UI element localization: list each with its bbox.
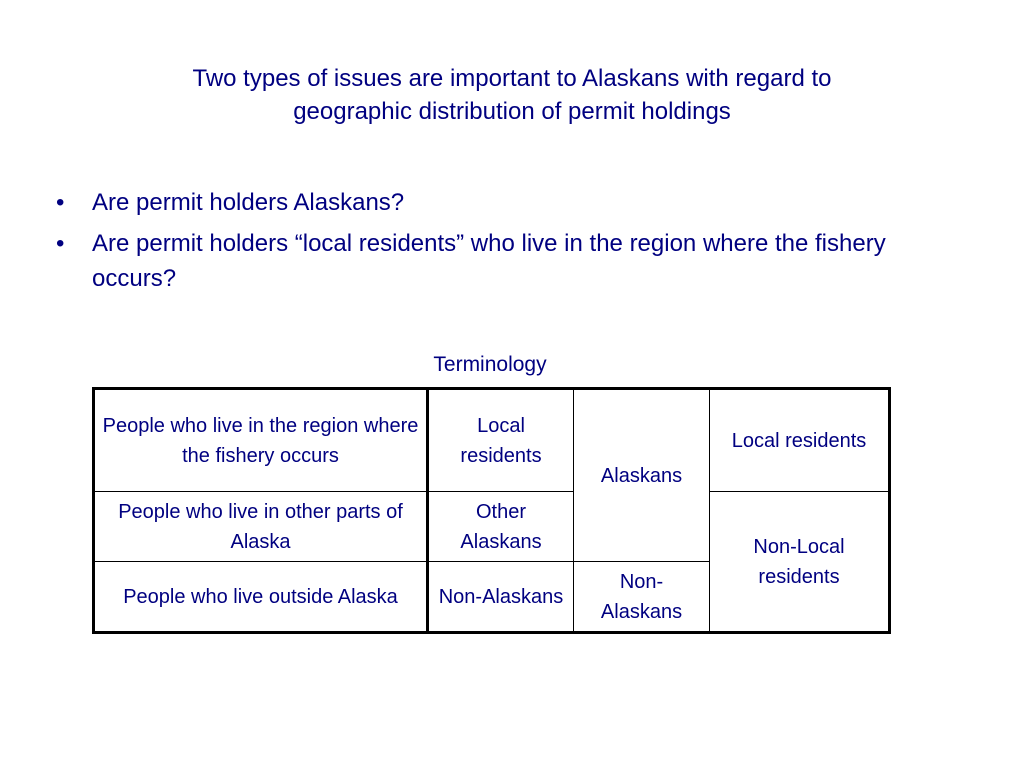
- bullet-text: Are permit holders “local residents” who live in the region where the fishery occurs?: [92, 230, 886, 292]
- row-description-cell: People who live outside Alaska: [94, 562, 428, 633]
- table-row: [94, 492, 890, 562]
- non-alaskans-cell: Non-Alaskans: [428, 562, 574, 633]
- local-residents-cell: Local residents: [428, 389, 574, 492]
- bullet-text: Are permit holders Alaskans?: [92, 189, 405, 216]
- row-description-cell: People who live in the region where the fishery occurs: [94, 389, 428, 492]
- terminology-table: [92, 387, 891, 634]
- bullet-item-alaskans: [56, 185, 956, 220]
- slide-title-line-2: geographic distribution of permit holdings: [293, 98, 731, 125]
- row-description-cell: People who live in other parts of Alaska: [94, 492, 428, 562]
- local-residents-cell: Local residents: [710, 389, 890, 492]
- other-alaskans-cell: Other Alaskans: [428, 492, 574, 562]
- slide-title: [60, 62, 964, 128]
- bullet-list: [56, 185, 956, 302]
- slide-title-line-1: Two types of issues are important to Alaskans with regard to: [192, 65, 832, 92]
- non-alaskans-cell: Non-Alaskans: [574, 562, 710, 633]
- alaskans-cell: Alaskans: [574, 389, 710, 562]
- table-caption: Terminology: [433, 353, 547, 376]
- non-local-residents-cell: Non-Local residents: [710, 492, 890, 633]
- bullet-marker: •: [56, 189, 65, 216]
- bullet-marker: •: [56, 230, 65, 257]
- bullet-item-local-residents: [56, 226, 956, 296]
- table-row: [94, 389, 890, 492]
